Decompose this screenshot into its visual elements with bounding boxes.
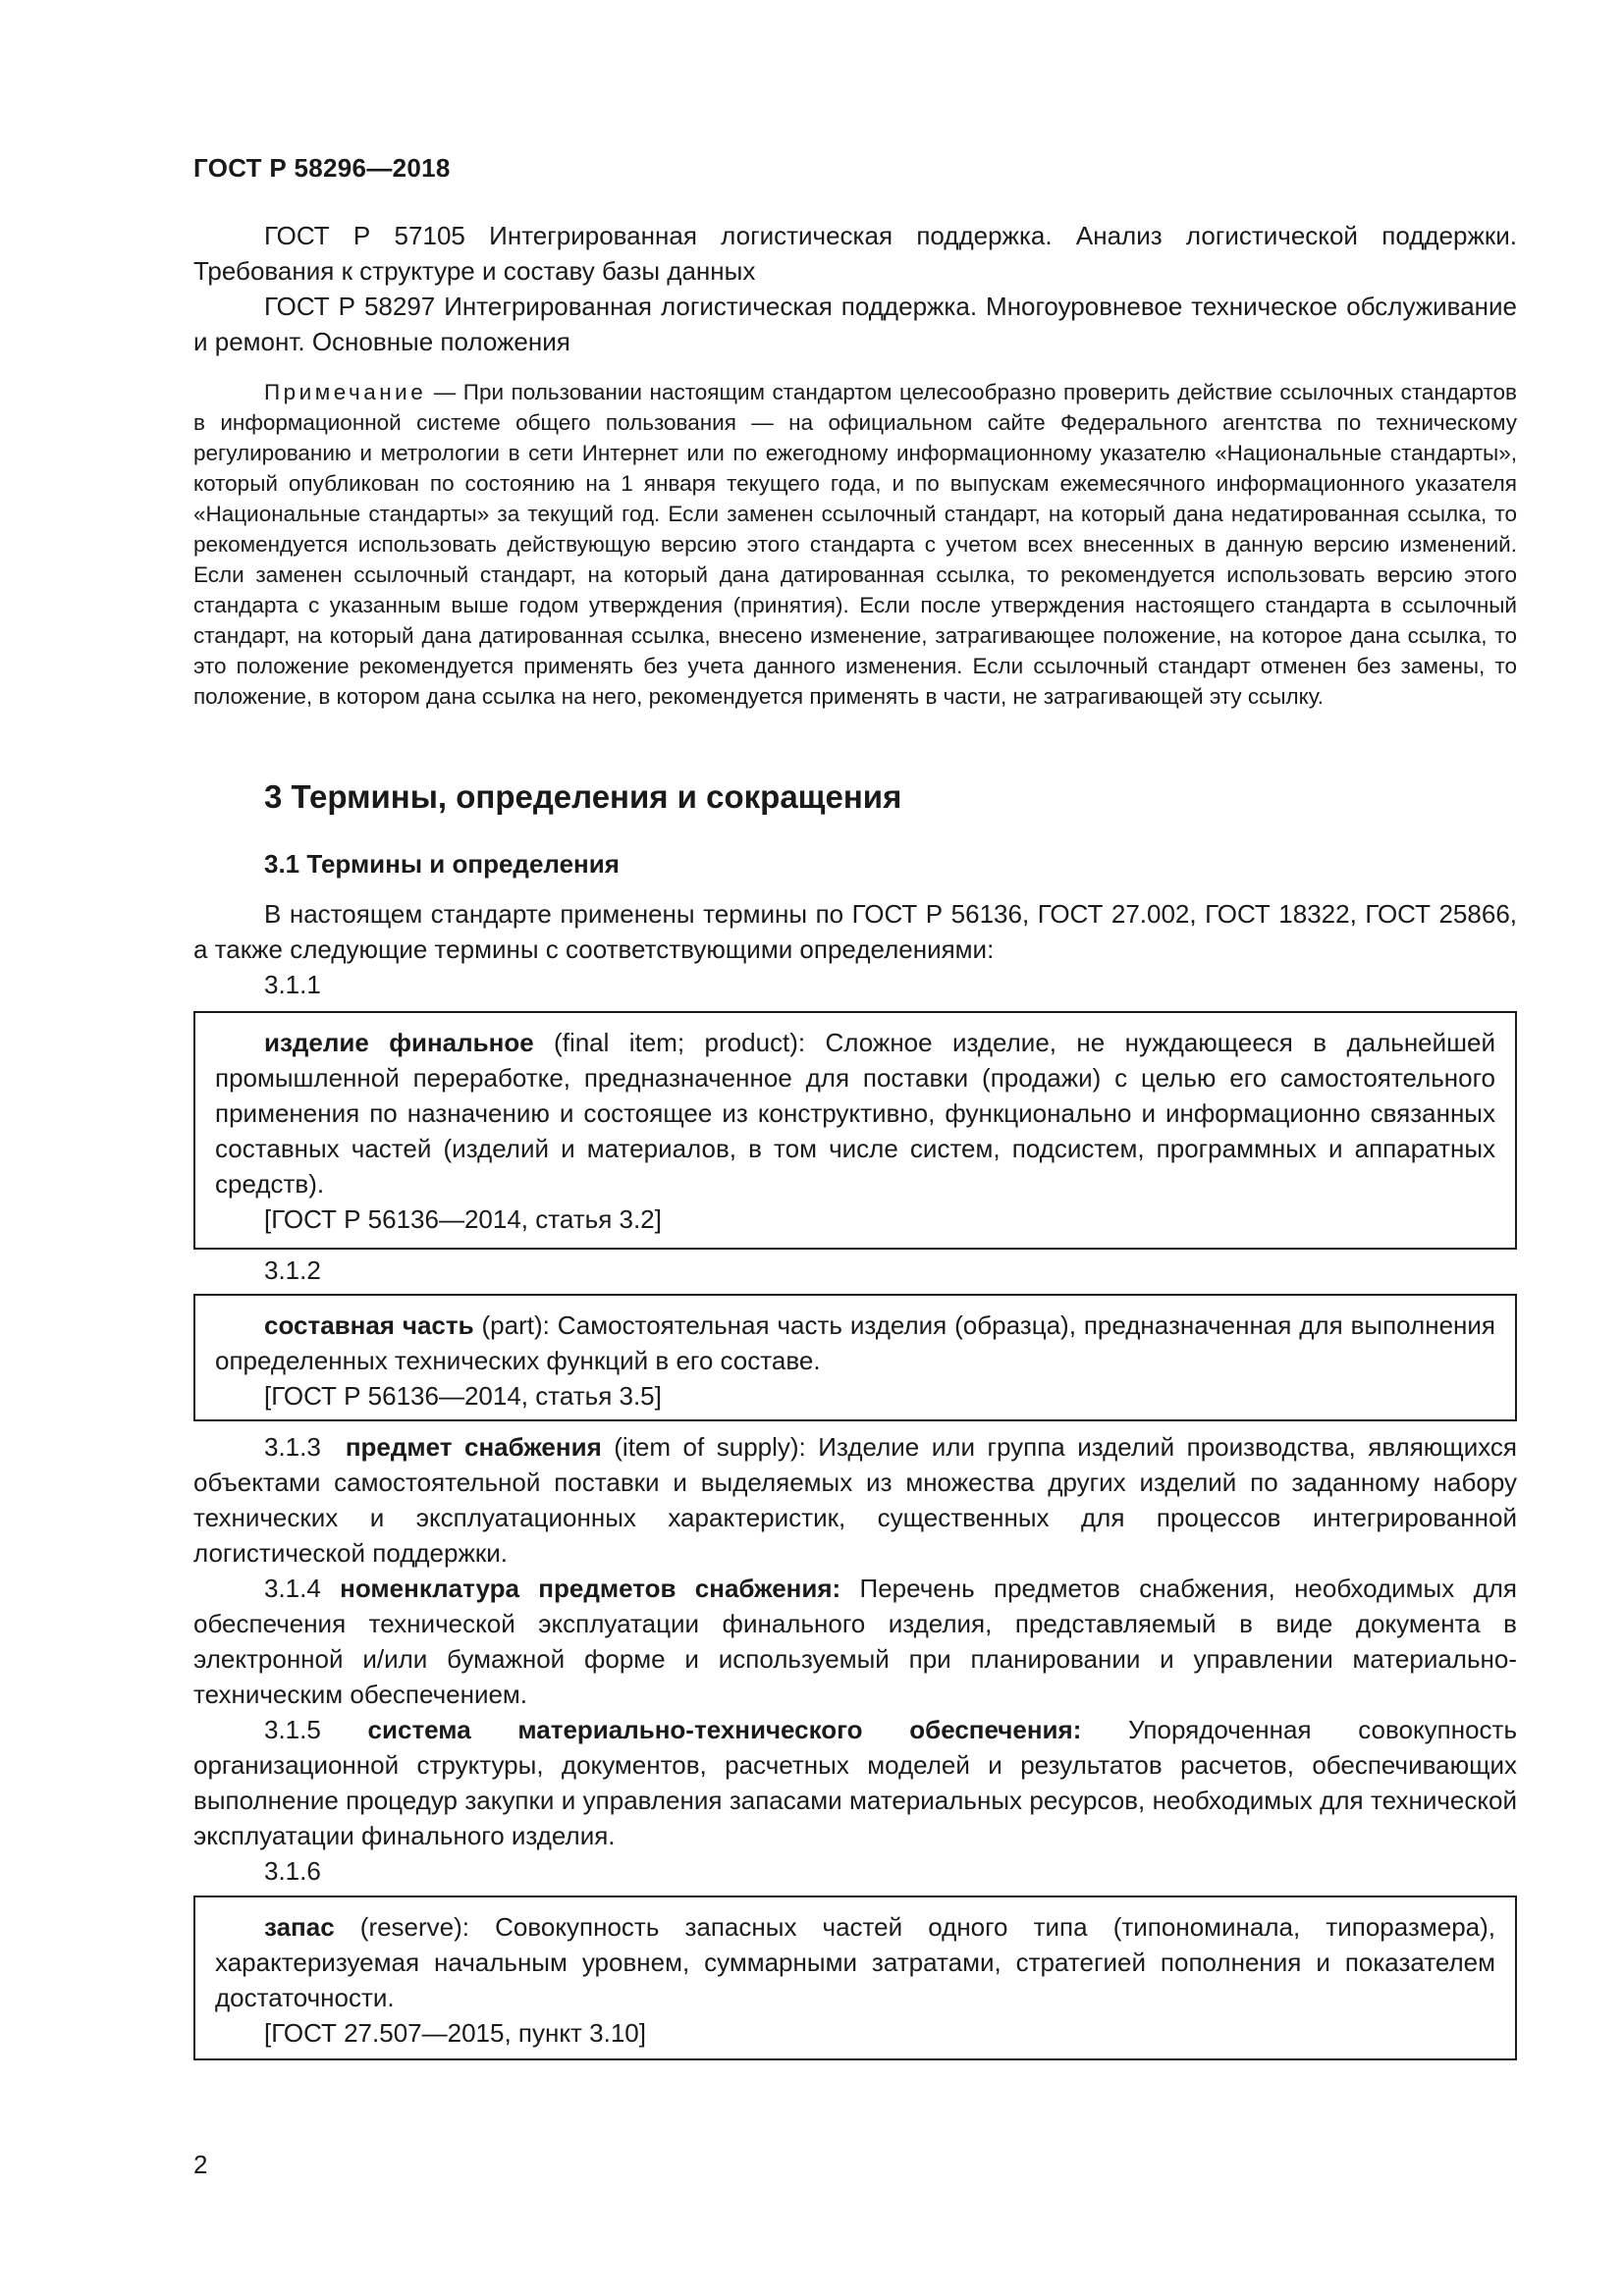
term-name: запас [264, 1912, 335, 1942]
term-definition [215, 1909, 1495, 2015]
term-source: [ГОСТ Р 56136—2014, статья 3.2] [264, 1204, 662, 1234]
term-paragraph [193, 1429, 1517, 1571]
term-text: Перечень предметов снабжения, необходимых для обеспечения технической эксплуатации финального изделия, представляемый в виде документа в электронной и/или бумажной форме и используемый при планировании и управлении материально-техническим обеспечением. [193, 1574, 1517, 1709]
section-intro [193, 896, 1517, 967]
term-text: (part): Самостоятельная часть изделия (образца), предназначенная для выполнения определенных технических функций в его составе. [215, 1310, 1495, 1375]
term-name: номенклатура предметов снабжения: [340, 1574, 841, 1603]
term-number: 3.1.4 [264, 1574, 321, 1603]
term-box-part [193, 1294, 1517, 1421]
note-paragraph [193, 377, 1517, 712]
term-name: предмет снабжения [345, 1432, 602, 1462]
term-definition [215, 1025, 1495, 1201]
reference-item: ГОСТ Р 58297 Интегрированная логистическая поддержка. Многоуровневое техническое обслуживание и ремонт. Основные положения [193, 292, 1517, 356]
term-name: изделие финальное [264, 1028, 534, 1057]
term-text: (final item; product): Сложное изделие, не нуждающееся в дальнейшей промышленной переработке, предназначенное для поставки (продажи) с целью его самостоятельного применения по назначению и состоящее из конструктивно, функционально и информационно связанных составных частей (изделий и материалов, в том числе систем, подсистем, программных и аппаратных средств). [215, 1028, 1496, 1199]
subsection-title: 3.1 Термины и определения [264, 849, 620, 879]
note-block [193, 377, 1517, 712]
reference-item: ГОСТ Р 57105 Интегрированная логистическая поддержка. Анализ логистической поддержки. Требования к структуре и составу базы данных [193, 221, 1517, 286]
term-text: (reserve): Совокупность запасных частей одного типа (типономинала, типоразмера), характеризуемая начальным уровнем, суммарными затратами, стратегией пополнения и показателем достаточности. [215, 1912, 1495, 2012]
note-label: Примечание [264, 380, 427, 404]
intro-paragraph: В настоящем стандарте применены термины по ГОСТ Р 56136, ГОСТ 27.002, ГОСТ 18322, ГОСТ 25866, а также следующие термины с соответствующими определениями: [193, 899, 1517, 964]
term-name: составная часть [264, 1310, 474, 1340]
term-number: 3.1.3 [264, 1432, 321, 1462]
document-code-header: ГОСТ Р 58296—2018 [193, 153, 451, 183]
term-number: 3.1.5 [264, 1715, 321, 1744]
note-dash: — [426, 380, 463, 404]
page-number: 2 [193, 2150, 208, 2179]
term-box-reserve [193, 1896, 1517, 2060]
term-paragraph [193, 1571, 1517, 1712]
term-number: 3.1.2 [264, 1255, 321, 1285]
term-paragraph [193, 1712, 1517, 1853]
term-text: Упорядоченная совокупность организационной структуры, документов, расчетных моделей и результатов расчетов, обеспечивающих выполнение процедур закупки и управления запасами материальных ресурсов, необходимых для технической эксплуатации финального изделия. [193, 1715, 1517, 1850]
term-text: (item of supply): Изделие или группа изделий производства, являющихся объектами самостоятельной поставки и выделяемых из множества других изделий по заданному набору технических и эксплуатационных характеристик, существенных для процессов интегрированной логистической поддержки. [193, 1432, 1518, 1568]
term-source: [ГОСТ Р 56136—2014, статья 3.5] [264, 1381, 662, 1411]
term-definition [215, 1308, 1495, 1378]
term-source: [ГОСТ 27.507—2015, пункт 3.10] [264, 2018, 646, 2048]
references-list [193, 218, 1517, 359]
note-text: При пользовании настоящим стандартом целесообразно проверить действие ссылочных стандартов в информационной системе общего пользования — на официальном сайте Федерального агентства по техническому регулированию и метрологии в сети Интернет или по ежегодному информационному указателю «Национальные стандарты», который опубликован по состоянию на 1 января текущего года, и по выпускам ежемесячного информационного указателя «Национальные стандарты» за текущий год. Если заменен ссылочный стандарт, на который дана недатированная ссылка, то рекомендуется использовать действующую версию этого стандарта с учетом всех внесенных в данную версию изменений. Если заменен ссылочный стандарт, на который дана датированная ссылка, то рекомендуется использовать версию этого стандарта с указанным выше годом утверждения (принятия). Если после утверждения настоящего стандарта в ссылочный стандарт, на который дана датированная ссылка, внесено изменение, затрагивающее положение, на которое дана ссылка, то это положение рекомендуется применять без учета данного изменения. Если ссылочный стандарт отменен без замены, то положение, в котором дана ссылка на него, рекомендуется применять в части, не затрагивающей эту ссылку. [193, 380, 1517, 709]
terms-inline-list [193, 1429, 1517, 1853]
term-number: 3.1.1 [264, 970, 321, 999]
term-name: система материально-технического обеспечения: [367, 1715, 1082, 1744]
term-box-final-item [193, 1011, 1517, 1250]
section-title: 3 Термины, определения и сокращения [264, 778, 902, 815]
term-number: 3.1.6 [264, 1856, 321, 1886]
